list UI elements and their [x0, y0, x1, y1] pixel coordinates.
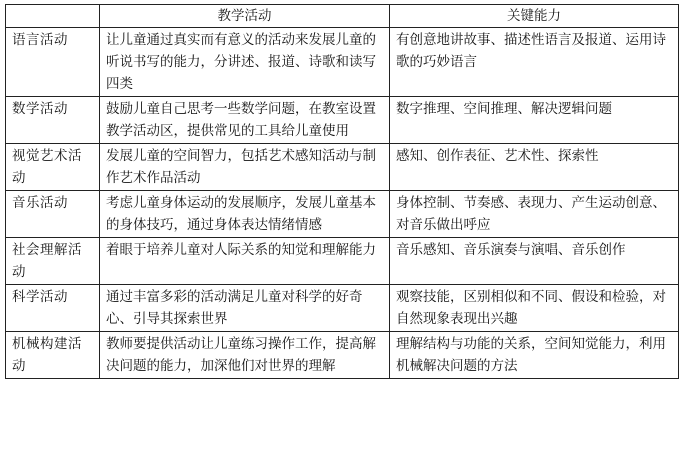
row-activity: 教师要提供活动让儿童练习操作工作，提高解决问题的能力，加深他们对世界的理解	[100, 332, 390, 379]
row-name: 音乐活动	[6, 191, 100, 238]
row-name: 语言活动	[6, 28, 100, 97]
row-name: 社会理解活动	[6, 238, 100, 285]
row-skills: 有创意地讲故事、描述性语言及报道、运用诗歌的巧妙语言	[390, 28, 679, 97]
row-name: 视觉艺术活动	[6, 144, 100, 191]
activity-skills-table	[5, 4, 679, 379]
row-skills: 数字推理、空间推理、解决逻辑问题	[390, 97, 679, 144]
table-body	[6, 28, 679, 379]
row-activity: 鼓励儿童自己思考一些数学问题，在教室设置教学活动区，提供常见的工具给儿童使用	[100, 97, 390, 144]
row-skills: 理解结构与功能的关系，空间知觉能力，利用机械解决问题的方法	[390, 332, 679, 379]
table-row	[6, 191, 679, 238]
header-activity: 教学活动	[100, 5, 390, 28]
table-row	[6, 97, 679, 144]
row-name: 机械构建活动	[6, 332, 100, 379]
row-activity: 着眼于培养儿童对人际关系的知觉和理解能力	[100, 238, 390, 285]
row-skills: 音乐感知、音乐演奏与演唱、音乐创作	[390, 238, 679, 285]
row-skills: 身体控制、节奏感、表现力、产生运动创意、对音乐做出呼应	[390, 191, 679, 238]
header-skills: 关键能力	[390, 5, 679, 28]
table-row	[6, 285, 679, 332]
row-activity: 发展儿童的空间智力，包括艺术感知活动与制作艺术作品活动	[100, 144, 390, 191]
row-activity: 考虑儿童身体运动的发展顺序，发展儿童基本的身体技巧，通过身体表达情绪情感	[100, 191, 390, 238]
header-name	[6, 5, 100, 28]
row-skills: 感知、创作表征、艺术性、探索性	[390, 144, 679, 191]
table-row	[6, 144, 679, 191]
table-row	[6, 238, 679, 285]
row-name: 数学活动	[6, 97, 100, 144]
table-row	[6, 28, 679, 97]
table-row	[6, 332, 679, 379]
row-activity: 通过丰富多彩的活动满足儿童对科学的好奇心、引导其探索世界	[100, 285, 390, 332]
header-row	[6, 5, 679, 28]
row-name: 科学活动	[6, 285, 100, 332]
row-activity: 让儿童通过真实而有意义的活动来发展儿童的听说书写的能力，分讲述、报道、诗歌和读写四类	[100, 28, 390, 97]
table-header	[6, 5, 679, 28]
row-skills: 观察技能，区别相似和不同、假设和检验，对自然现象表现出兴趣	[390, 285, 679, 332]
